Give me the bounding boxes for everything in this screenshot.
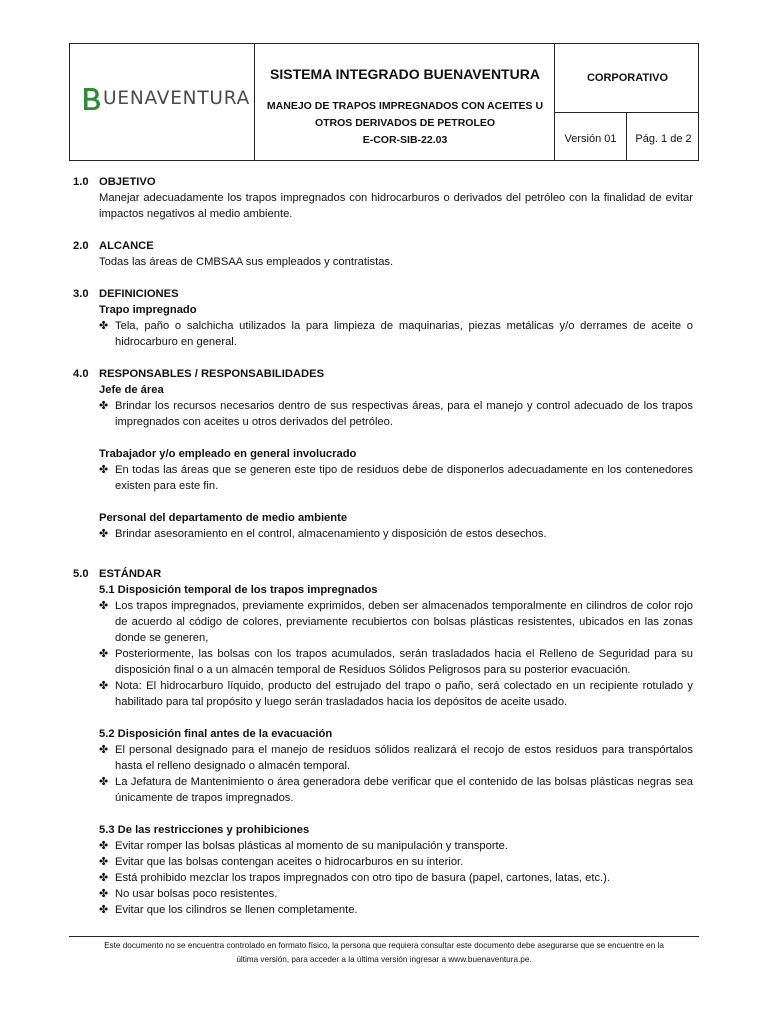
section-title: ESTÁNDAR xyxy=(99,568,162,580)
section-heading xyxy=(73,366,693,382)
subsection-heading: 5.3 De las restricciones y prohibiciones xyxy=(99,824,310,836)
logo-text: UENAVENTURA xyxy=(103,88,251,109)
footer-text: última versión, para acceder a la última versión ingresar a www.buenaventura.pe. xyxy=(236,955,532,964)
section-number: 2.0 xyxy=(73,240,89,252)
section-title: DEFINICIONES xyxy=(99,288,179,300)
list-item-text: Está prohibido mezclar los trapos impregnados con otro tipo de basura (papel, cartones, latas, etc.). xyxy=(115,872,610,884)
list-item xyxy=(73,902,693,918)
system-title: SISTEMA INTEGRADO BUENAVENTURA xyxy=(270,66,540,82)
section-title: ALCANCE xyxy=(99,240,154,252)
section-heading xyxy=(73,566,693,582)
section-number: 5.0 xyxy=(73,568,89,580)
section-heading xyxy=(73,174,693,190)
list-item xyxy=(73,886,693,902)
section-text: Manejar adecuadamente los trapos impregnados con hidrocarburos o derivados del petróleo con la finalidad de evitar impactos negativos al medio ambiente. xyxy=(99,192,693,220)
list-item-text: No usar bolsas poco resistentes. xyxy=(115,888,278,900)
list-item-text: En todas las áreas que se generen este tipo de residuos debe de disponerlos adecuadamente en los contenedores existen para este fin. xyxy=(115,464,693,492)
document-body xyxy=(73,174,693,918)
subsection-heading: Trapo impregnado xyxy=(99,304,197,316)
section-number: 1.0 xyxy=(73,176,89,188)
document-code: E-COR-SIB-22.03 xyxy=(362,134,448,146)
header-divider xyxy=(254,44,255,160)
subsection-heading: 5.1 Disposición temporal de los trapos impregnados xyxy=(99,584,378,596)
page-number: Pág. 1 de 2 xyxy=(635,133,692,145)
section-text: Todas las áreas de CMBSAA sus empleados y contratistas. xyxy=(99,256,394,268)
section-number: 4.0 xyxy=(73,368,89,380)
bullet-icon: ✤ xyxy=(99,744,109,756)
subsection-heading: Personal del departamento de medio ambiente xyxy=(99,512,348,524)
list-item xyxy=(73,598,693,646)
section-title: OBJETIVO xyxy=(99,176,156,188)
bullet-icon: ✤ xyxy=(99,856,109,868)
corporativo-label: CORPORATIVO xyxy=(586,72,669,84)
list-item-text: Los trapos impregnados, previamente exprimidos, deben ser almacenados temporalmente en cilindros de color rojo de acuerdo al código de colores, previamente recubiertos con bolsas plásticas resistentes, ubicados en las zonas donde se generen, xyxy=(115,600,693,644)
header-divider xyxy=(554,112,698,113)
list-item xyxy=(73,398,693,430)
list-item xyxy=(73,526,693,542)
subsection-heading: Trabajador y/o empleado en general involucrado xyxy=(99,448,357,460)
buenaventura-logo xyxy=(82,85,252,113)
list-item xyxy=(73,318,693,350)
document-header-table xyxy=(69,43,699,161)
bullet-icon: ✤ xyxy=(99,464,109,476)
footer-notice xyxy=(60,939,708,967)
section-heading xyxy=(73,286,693,302)
list-item-text: Evitar romper las bolsas plásticas al momento de su manipulación y transporte. xyxy=(115,840,508,852)
bullet-icon: ✤ xyxy=(99,840,109,852)
subsection-heading: 5.2 Disposición final antes de la evacuación xyxy=(99,728,333,740)
section-title: RESPONSABLES / RESPONSABILIDADES xyxy=(99,368,325,380)
list-item-text: Brindar asesoramiento en el control, almacenamiento y disposición de estos desechos. xyxy=(115,528,547,540)
version-label: Versión 01 xyxy=(564,133,617,145)
bullet-icon: ✤ xyxy=(99,872,109,884)
list-item xyxy=(73,646,693,678)
bullet-icon: ✤ xyxy=(99,904,109,916)
subtitle-line: OTROS DERIVADOS DE PETROLEO xyxy=(314,117,496,129)
list-item-text: La Jefatura de Mantenimiento o área generadora debe verificar que el contenido de las bolsas plásticas negras sea únicamente de trapos impregnados. xyxy=(115,776,693,804)
list-item xyxy=(73,774,693,806)
subtitle-line: MANEJO DE TRAPOS IMPREGNADOS CON ACEITES U xyxy=(266,100,544,112)
list-item-text: Tela, paño o salchicha utilizados la para limpieza de maquinarias, piezas metálicas y/o derrames de aceite o hidrocarburo en general. xyxy=(115,320,693,348)
bullet-icon: ✤ xyxy=(99,888,109,900)
subsection-heading: Jefe de área xyxy=(99,384,164,396)
list-item xyxy=(73,678,693,710)
footer-divider xyxy=(69,936,699,937)
list-item-text: Brindar los recursos necesarios dentro de sus respectivas áreas, para el manejo y control adecuado de los trapos impregnados con aceites u otros derivados del petróleo. xyxy=(115,400,693,428)
footer-text: Este documento no se encuentra controlado en formato físico, la persona que requiera consultar este documento debe asegurarse que se encuentre en la xyxy=(104,941,664,950)
list-item xyxy=(73,854,693,870)
bullet-icon: ✤ xyxy=(99,400,109,412)
bullet-icon: ✤ xyxy=(99,528,109,540)
section-number: 3.0 xyxy=(73,288,89,300)
list-item xyxy=(73,742,693,774)
list-item-text: Nota: El hidrocarburo líquido, producto del estrujado del trapo o paño, será colectado en un recipiente rotulado y habilitado para tal propósito y luego serán trasladados hacia los depósitos de aceite usado. xyxy=(115,680,693,708)
document-subtitle xyxy=(256,98,554,149)
bullet-icon: ✤ xyxy=(99,320,109,332)
bullet-icon: ✤ xyxy=(99,648,109,660)
list-item-text: Evitar que los cilindros se llenen completamente. xyxy=(115,904,358,916)
list-item-text: El personal designado para el manejo de residuos sólidos realizará el recojo de estos residuos para transpórtalos hasta el relleno designado o almacén temporal. xyxy=(115,744,693,772)
section-heading xyxy=(73,238,693,254)
logo-b-icon xyxy=(82,86,102,112)
list-item-text: Evitar que las bolsas contengan aceites o hidrocarburos en su interior. xyxy=(115,856,464,868)
list-item xyxy=(73,462,693,494)
list-item xyxy=(73,838,693,854)
list-item-text: Posteriormente, las bolsas con los trapos acumulados, serán trasladados hacia el Relleno de Seguridad para su disposición final o a un almacén temporal de Residuos Sólidos Peligrosos para su posterior evacuación. xyxy=(115,648,693,676)
bullet-icon: ✤ xyxy=(99,600,109,612)
bullet-icon: ✤ xyxy=(99,776,109,788)
list-item xyxy=(73,870,693,886)
bullet-icon: ✤ xyxy=(99,680,109,692)
